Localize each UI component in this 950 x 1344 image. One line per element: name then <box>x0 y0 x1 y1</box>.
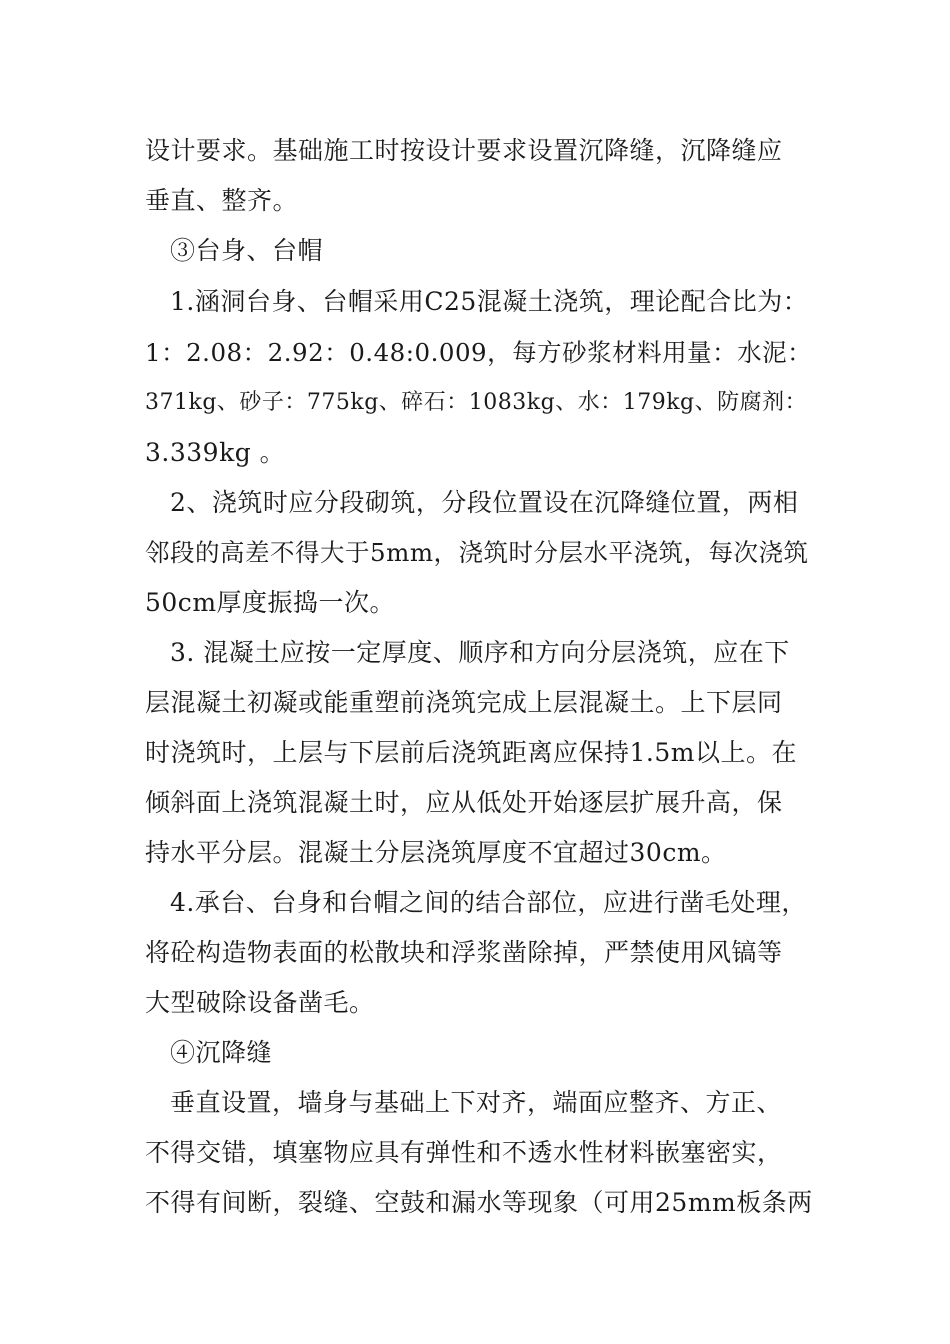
text-line: 3.339kg 。 <box>145 438 286 467</box>
text-line: 2、浇筑时应分段砌筑，分段位置设在沉降缝位置，两相 <box>170 488 799 517</box>
text-line: 倾斜面上浇筑混凝土时，应从低处开始逐层扩展升高，保 <box>145 788 783 817</box>
text-line: 层混凝土初凝或能重塑前浇筑完成上层混凝土。上下层同 <box>145 688 783 717</box>
text-line: 邻段的高差不得大于5mm，浇筑时分层水平浇筑，每次浇筑 <box>145 538 809 567</box>
text-line: 4.承台、台身和台帽之间的结合部位，应进行凿毛处理， <box>170 888 807 917</box>
text-line: 垂直、整齐。 <box>145 186 299 215</box>
text-line: 将砼构造物表面的松散块和浮浆凿除掉，严禁使用风镐等 <box>145 938 783 967</box>
text-line: 大型破除设备凿毛。 <box>145 988 375 1017</box>
text-line: 371kg、砂子：775kg、碎石：1083kg、水：179kg、防腐剂： <box>145 390 808 415</box>
text-line: 设计要求。基础施工时按设计要求设置沉降缝，沉降缝应 <box>145 136 783 165</box>
text-line: 不得有间断，裂缝、空鼓和漏水等现象（可用25mm板条两 <box>145 1188 813 1217</box>
text-line: 垂直设置，墙身与基础上下对齐，端面应整齐、方正、 <box>170 1088 783 1117</box>
text-line: 3. 混凝土应按一定厚度、顺序和方向分层浇筑，应在下 <box>170 638 790 667</box>
text-line: 1.涵洞台身、台帽采用C25混凝土浇筑，理论配合比为： <box>170 287 809 316</box>
section-heading-settlement-joint: ④沉降缝 <box>170 1038 273 1067</box>
text-line: 1：2.08：2.92：0.48:0.009，每方砂浆材料用量：水泥： <box>145 338 813 367</box>
text-line: 50cm厚度振捣一次。 <box>145 588 396 617</box>
text-line: 不得交错，填塞物应具有弹性和不透水性材料嵌塞密实， <box>145 1138 783 1167</box>
section-heading-abutment-cap: ③台身、台帽 <box>170 236 324 265</box>
text-line: 持水平分层。混凝土分层浇筑厚度不宜超过30cm。 <box>145 838 727 867</box>
text-line: 时浇筑时，上层与下层前后浇筑距离应保持1.5m以上。在 <box>145 738 797 767</box>
